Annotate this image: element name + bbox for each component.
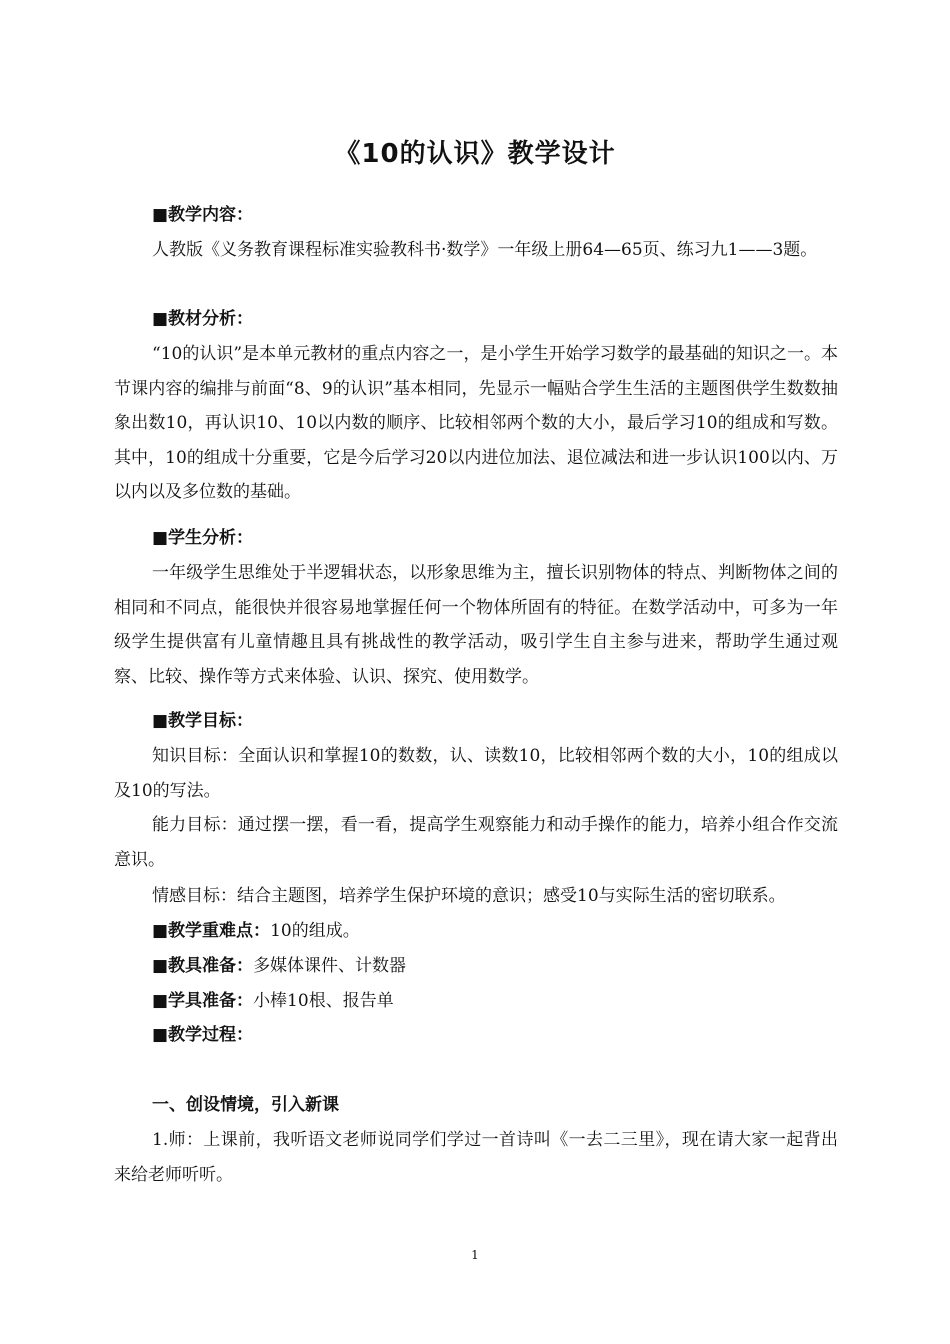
analysis-text: “10的认识”是本单元教材的重点内容之一，是小学生开始学习数学的最基础的知识之一。本节课内容的编排与前面“8、9的认识”基本相同，先显示一幅贴合学生生活的主题图供学生数数抽象出数10，再认识10、10以内数的顺序、比较相邻两个数的大小，最后学习10的组成和写数。其中，10的组成十分重要，它是今后学习20以内进位加法、退位减法和进一步认识100以内、万以内以及多位数的基础。 bbox=[114, 344, 838, 503]
student-analysis-heading: ■学生分析： bbox=[152, 528, 254, 548]
key-points-line bbox=[114, 914, 838, 949]
student-tools-heading: ■学具准备： bbox=[152, 991, 254, 1011]
teacher-tools-text: 多媒体课件、计数器 bbox=[253, 956, 407, 976]
goals-heading: ■教学目标： bbox=[152, 711, 254, 731]
student-analysis-text: 一年级学生思维处于半逻辑状态，以形象思维为主，擅长识别物体的特点、判断物体之间的相同和不同点，能很快并很容易地掌握任何一个物体所固有的特征。在数学活动中，可多为一年级学生提供富有儿童情趣且具有挑战性的教学活动，吸引学生自主参与进来，帮助学生通过观察、比较、操作等方式来体验、认识、探究、使用数学。 bbox=[114, 563, 838, 687]
key-points-text: 10的组成。 bbox=[270, 921, 360, 941]
step1-heading: 一、创设情境，引入新课 bbox=[152, 1095, 339, 1115]
student-tools-text: 小棒10根、报告单 bbox=[253, 991, 394, 1011]
step1-text: 1.师：上课前，我听语文老师说同学们学过一首诗叫《一去二三里》，现在请大家一起背出来给老师听听。 bbox=[114, 1130, 838, 1185]
goal-knowledge: 知识目标：全面认识和掌握10的数数，认、读数10，比较相邻两个数的大小，10的组成以及10的写法。 bbox=[114, 746, 838, 801]
goal-emotion: 情感目标：结合主题图，培养学生保护环境的意识；感受10与实际生活的密切联系。 bbox=[152, 886, 786, 906]
goal-ability: 能力目标：通过摆一摆，看一看，提高学生观察能力和动手操作的能力，培养小组合作交流意识。 bbox=[114, 815, 838, 870]
analysis-heading: ■教材分析： bbox=[152, 309, 254, 329]
teacher-tools-heading: ■教具准备： bbox=[152, 956, 254, 976]
document-title: 《10的认识》教学设计 bbox=[334, 139, 616, 169]
content-heading: ■教学内容： bbox=[152, 205, 254, 225]
process-heading: ■教学过程： bbox=[152, 1025, 254, 1045]
teacher-tools-line bbox=[114, 949, 838, 984]
page-number: 1 bbox=[471, 1248, 479, 1262]
key-points-heading: ■教学重难点： bbox=[152, 921, 271, 941]
student-tools-line bbox=[114, 984, 838, 1019]
content-text: 人教版《义务教育课程标准实验教科书·数学》一年级上册64—65页、练习九1——3题。 bbox=[152, 240, 818, 260]
